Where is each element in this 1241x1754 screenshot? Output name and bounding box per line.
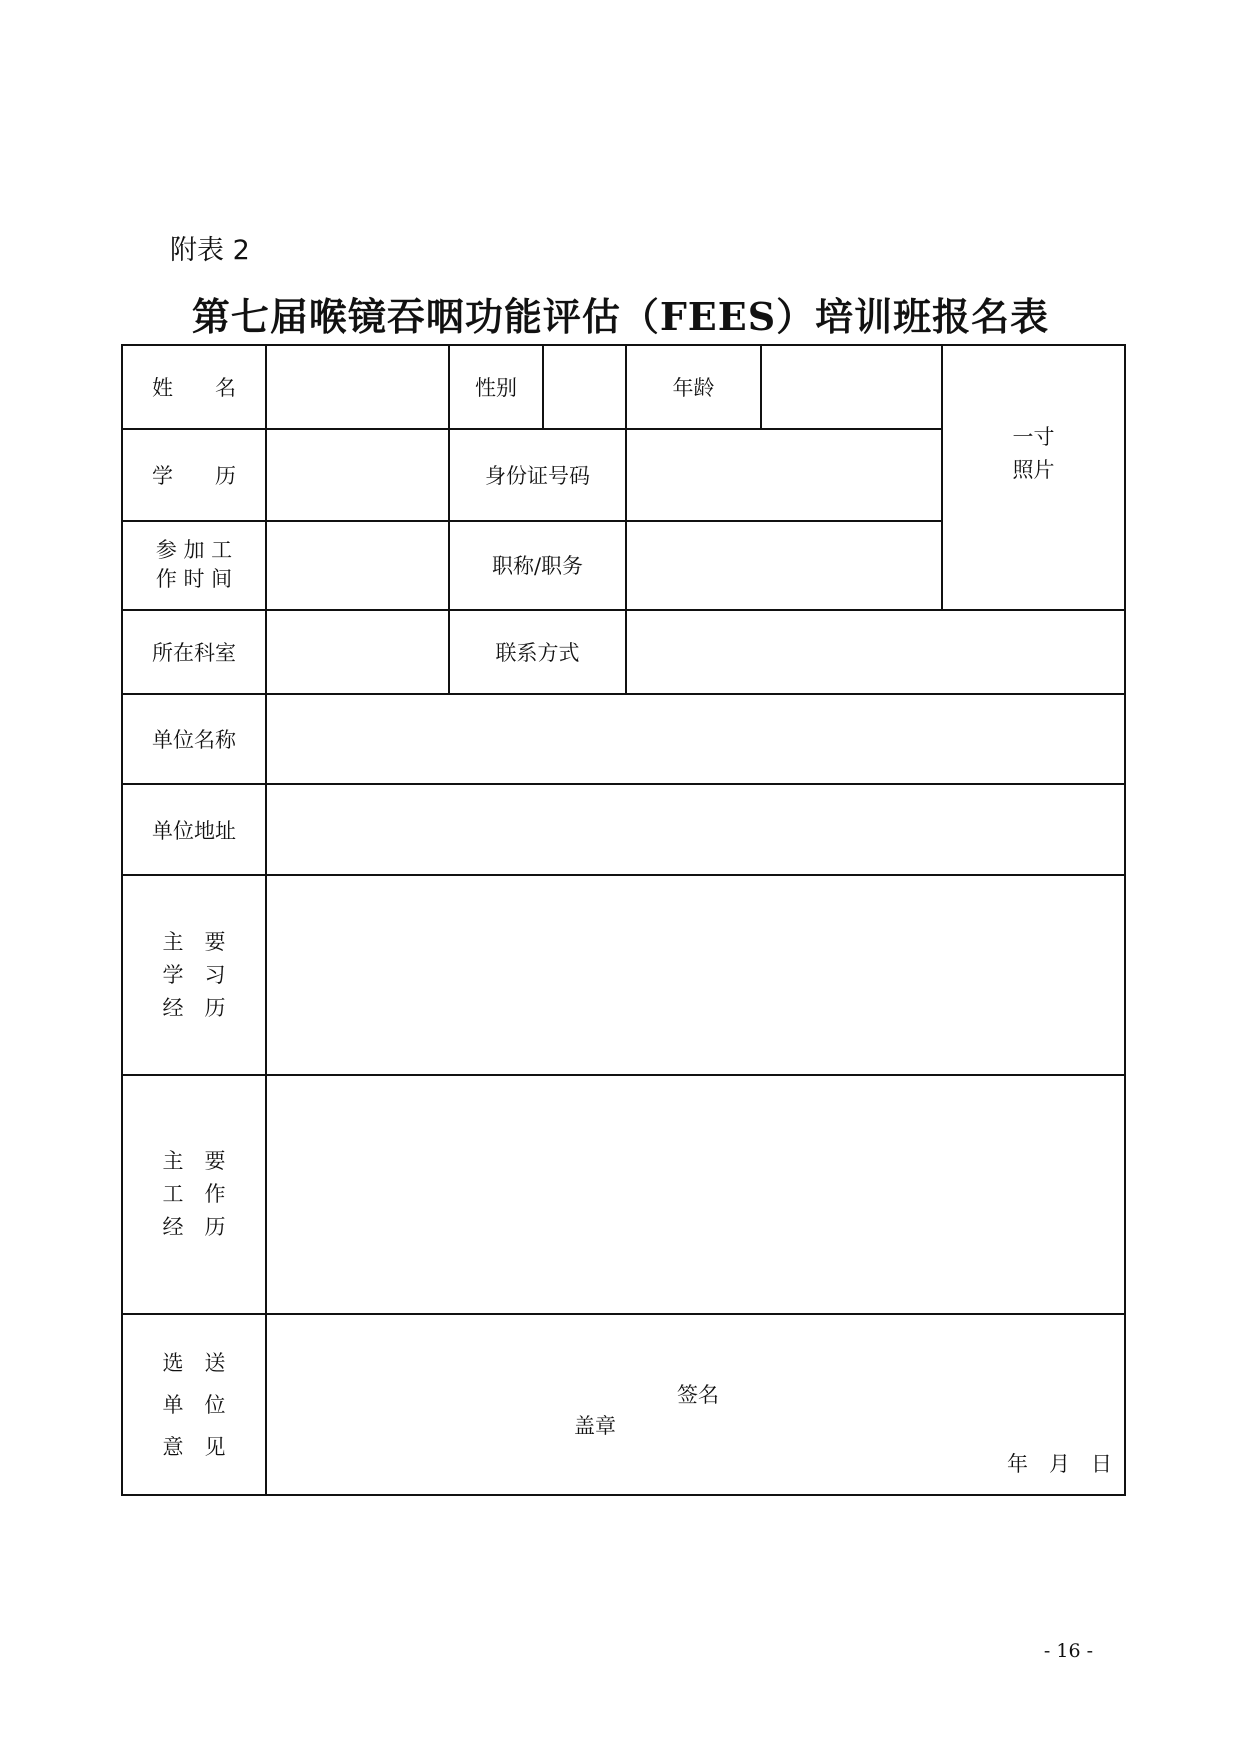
education-field[interactable] bbox=[266, 429, 449, 520]
signature-label: 签名 bbox=[677, 1383, 719, 1408]
unit-address-field[interactable] bbox=[266, 784, 1125, 874]
work-start-line1: 参 加 工 bbox=[155, 538, 233, 563]
form-title: 第七届喉镜吞咽功能评估（FEES）培训班报名表 bbox=[191, 294, 1050, 339]
education-label: 学 历 bbox=[122, 429, 266, 520]
name-field[interactable] bbox=[266, 345, 449, 429]
name-label: 姓 名 bbox=[122, 345, 266, 429]
gender-field[interactable] bbox=[543, 345, 626, 429]
photo-label-line1: 一寸 bbox=[1012, 425, 1055, 450]
work-start-label bbox=[122, 521, 266, 610]
unit-name-field[interactable] bbox=[266, 694, 1125, 784]
work-line2: 工 作 bbox=[162, 1182, 226, 1207]
study-line1: 主 要 bbox=[162, 929, 226, 954]
unit-address-label: 单位地址 bbox=[122, 784, 266, 874]
study-experience-label bbox=[122, 875, 266, 1076]
seal-label: 盖章 bbox=[574, 1414, 616, 1439]
work-experience-field[interactable] bbox=[266, 1075, 1125, 1314]
study-experience-field[interactable] bbox=[266, 875, 1125, 1076]
opinion-field[interactable] bbox=[266, 1314, 1125, 1495]
title-position-field[interactable] bbox=[626, 521, 942, 610]
age-label: 年龄 bbox=[626, 345, 761, 429]
id-number-label: 身份证号码 bbox=[449, 429, 626, 520]
title-position-label: 职称/职务 bbox=[449, 521, 626, 610]
work-start-field[interactable] bbox=[266, 521, 449, 610]
study-line2: 学 习 bbox=[162, 962, 226, 987]
photo-cell[interactable] bbox=[942, 345, 1125, 610]
department-label: 所在科室 bbox=[122, 610, 266, 694]
opinion-line1: 选 送 bbox=[162, 1350, 226, 1375]
unit-name-label: 单位名称 bbox=[122, 694, 266, 784]
photo-label-line2: 照片 bbox=[1012, 458, 1055, 483]
opinion-label bbox=[122, 1314, 266, 1495]
page-number: - 16 - bbox=[1043, 1640, 1093, 1662]
gender-label: 性别 bbox=[449, 345, 543, 429]
contact-field[interactable] bbox=[626, 610, 1125, 694]
attachment-label: 附表 2 bbox=[170, 235, 250, 266]
work-line3: 经 历 bbox=[162, 1215, 226, 1240]
date-line: 年 月 日 bbox=[1007, 1452, 1112, 1476]
work-experience-label bbox=[122, 1075, 266, 1314]
study-line3: 经 历 bbox=[162, 995, 226, 1020]
id-number-field[interactable] bbox=[626, 429, 942, 520]
contact-label: 联系方式 bbox=[449, 610, 626, 694]
work-line1: 主 要 bbox=[162, 1149, 226, 1174]
work-start-line2: 作 时 间 bbox=[155, 567, 233, 592]
registration-form-table bbox=[121, 344, 1126, 1496]
opinion-line3: 意 见 bbox=[162, 1434, 226, 1459]
age-field[interactable] bbox=[761, 345, 942, 429]
opinion-line2: 单 位 bbox=[162, 1392, 226, 1417]
department-field[interactable] bbox=[266, 610, 449, 694]
